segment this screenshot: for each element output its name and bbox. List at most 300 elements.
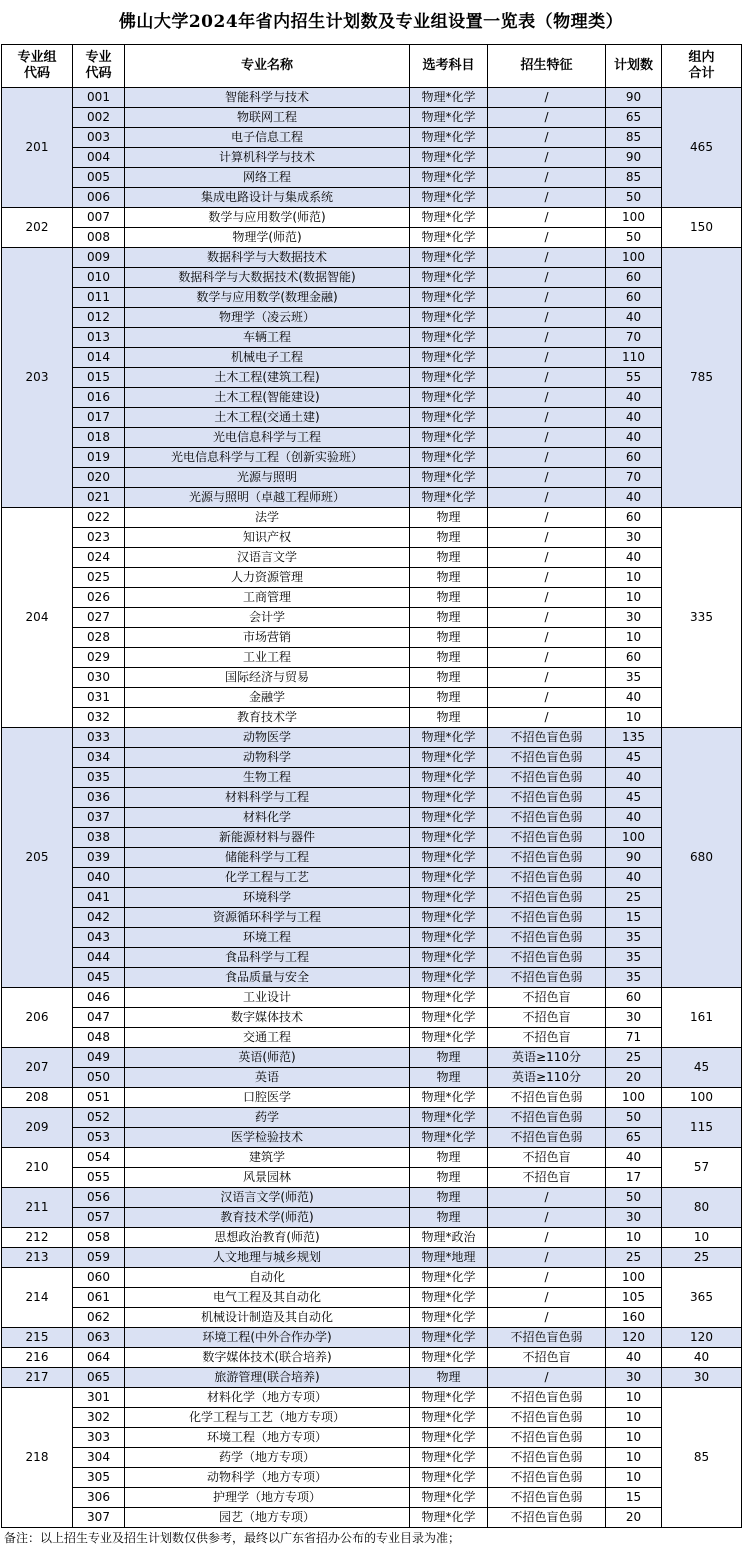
major-code-cell: 030 bbox=[73, 668, 125, 688]
major-name-cell: 医学检验技术 bbox=[125, 1128, 410, 1148]
plan-cell: 40 bbox=[606, 388, 662, 408]
table-row bbox=[2, 108, 742, 128]
table-row bbox=[2, 448, 742, 468]
subjects-cell: 物理*化学 bbox=[410, 188, 488, 208]
major-code-cell: 022 bbox=[73, 508, 125, 528]
major-name-cell: 光源与照明 bbox=[125, 468, 410, 488]
plan-cell: 40 bbox=[606, 308, 662, 328]
major-code-cell: 065 bbox=[73, 1368, 125, 1388]
major-code-cell: 307 bbox=[73, 1508, 125, 1528]
major-code-cell: 008 bbox=[73, 228, 125, 248]
feature-cell: / bbox=[488, 1228, 606, 1248]
plan-cell: 60 bbox=[606, 268, 662, 288]
feature-cell: 不招色盲色弱 bbox=[488, 1508, 606, 1528]
plan-cell: 15 bbox=[606, 908, 662, 928]
feature-cell: / bbox=[488, 1308, 606, 1328]
major-code-cell: 019 bbox=[73, 448, 125, 468]
subjects-cell: 物理*化学 bbox=[410, 1428, 488, 1448]
table-row bbox=[2, 888, 742, 908]
subjects-cell: 物理 bbox=[410, 608, 488, 628]
major-code-cell: 012 bbox=[73, 308, 125, 328]
plan-cell: 40 bbox=[606, 548, 662, 568]
plan-cell: 65 bbox=[606, 1128, 662, 1148]
group-code-cell: 210 bbox=[2, 1148, 73, 1188]
subjects-cell: 物理*化学 bbox=[410, 1008, 488, 1028]
major-code-cell: 301 bbox=[73, 1388, 125, 1408]
feature-cell: 不招色盲色弱 bbox=[488, 728, 606, 748]
table-row bbox=[2, 908, 742, 928]
group-total-cell: 45 bbox=[662, 1048, 742, 1088]
group-total-cell: 100 bbox=[662, 1088, 742, 1108]
major-code-cell: 018 bbox=[73, 428, 125, 448]
subjects-cell: 物理 bbox=[410, 548, 488, 568]
subjects-cell: 物理 bbox=[410, 1368, 488, 1388]
plan-cell: 70 bbox=[606, 328, 662, 348]
table-row bbox=[2, 1228, 742, 1248]
plan-cell: 30 bbox=[606, 608, 662, 628]
table-row bbox=[2, 308, 742, 328]
table-row bbox=[2, 728, 742, 748]
group-code-cell: 203 bbox=[2, 248, 73, 508]
plan-cell: 10 bbox=[606, 1428, 662, 1448]
major-code-cell: 038 bbox=[73, 828, 125, 848]
major-name-cell: 土木工程(交通土建) bbox=[125, 408, 410, 428]
plan-cell: 85 bbox=[606, 128, 662, 148]
major-code-cell: 046 bbox=[73, 988, 125, 1008]
major-name-cell: 数学与应用数学(数理金融) bbox=[125, 288, 410, 308]
major-name-cell: 光电信息科学与工程 bbox=[125, 428, 410, 448]
subjects-cell: 物理 bbox=[410, 588, 488, 608]
table-row bbox=[2, 188, 742, 208]
major-code-cell: 305 bbox=[73, 1468, 125, 1488]
major-name-cell: 化学工程与工艺（地方专项） bbox=[125, 1408, 410, 1428]
table-row bbox=[2, 1428, 742, 1448]
major-name-cell: 教育技术学(师范) bbox=[125, 1208, 410, 1228]
table-row bbox=[2, 868, 742, 888]
plan-cell: 30 bbox=[606, 528, 662, 548]
major-name-cell: 材料化学 bbox=[125, 808, 410, 828]
major-code-cell: 056 bbox=[73, 1188, 125, 1208]
table-row bbox=[2, 1468, 742, 1488]
table-row bbox=[2, 1328, 742, 1348]
table-row bbox=[2, 428, 742, 448]
feature-cell: / bbox=[488, 408, 606, 428]
major-code-cell: 031 bbox=[73, 688, 125, 708]
plan-cell: 90 bbox=[606, 88, 662, 108]
subjects-cell: 物理*化学 bbox=[410, 908, 488, 928]
major-name-cell: 汉语言文学(师范) bbox=[125, 1188, 410, 1208]
major-code-cell: 040 bbox=[73, 868, 125, 888]
major-name-cell: 化学工程与工艺 bbox=[125, 868, 410, 888]
table-row bbox=[2, 1448, 742, 1468]
subjects-cell: 物理*化学 bbox=[410, 1088, 488, 1108]
group-total-cell: 335 bbox=[662, 508, 742, 728]
feature-cell: 不招色盲色弱 bbox=[488, 888, 606, 908]
table-row bbox=[2, 1108, 742, 1128]
subjects-cell: 物理*化学 bbox=[410, 1488, 488, 1508]
subjects-cell: 物理*政治 bbox=[410, 1228, 488, 1248]
group-total-cell: 85 bbox=[662, 1388, 742, 1528]
feature-cell: 不招色盲色弱 bbox=[488, 748, 606, 768]
major-name-cell: 动物科学 bbox=[125, 748, 410, 768]
subjects-cell: 物理*化学 bbox=[410, 1328, 488, 1348]
subjects-cell: 物理*化学 bbox=[410, 1308, 488, 1328]
major-name-cell: 环境工程（地方专项） bbox=[125, 1428, 410, 1448]
major-name-cell: 建筑学 bbox=[125, 1148, 410, 1168]
major-code-cell: 054 bbox=[73, 1148, 125, 1168]
header-major-name: 专业名称 bbox=[125, 45, 410, 88]
group-total-cell: 57 bbox=[662, 1148, 742, 1188]
table-row bbox=[2, 228, 742, 248]
group-code-cell: 213 bbox=[2, 1248, 73, 1268]
table-row bbox=[2, 1188, 742, 1208]
group-code-cell: 208 bbox=[2, 1088, 73, 1108]
major-code-cell: 063 bbox=[73, 1328, 125, 1348]
major-name-cell: 物联网工程 bbox=[125, 108, 410, 128]
table-row bbox=[2, 848, 742, 868]
major-name-cell: 食品科学与工程 bbox=[125, 948, 410, 968]
subjects-cell: 物理 bbox=[410, 688, 488, 708]
major-name-cell: 材料科学与工程 bbox=[125, 788, 410, 808]
subjects-cell: 物理*化学 bbox=[410, 748, 488, 768]
subjects-cell: 物理 bbox=[410, 1048, 488, 1068]
header-features: 招生特征 bbox=[488, 45, 606, 88]
group-code-cell: 215 bbox=[2, 1328, 73, 1348]
plan-cell: 40 bbox=[606, 1348, 662, 1368]
feature-cell: / bbox=[488, 308, 606, 328]
major-name-cell: 物理学（凌云班） bbox=[125, 308, 410, 328]
table-row bbox=[2, 148, 742, 168]
feature-cell: 不招色盲色弱 bbox=[488, 928, 606, 948]
major-name-cell: 风景园林 bbox=[125, 1168, 410, 1188]
subjects-cell: 物理*化学 bbox=[410, 428, 488, 448]
subjects-cell: 物理*化学 bbox=[410, 368, 488, 388]
table-row bbox=[2, 648, 742, 668]
table-row bbox=[2, 988, 742, 1008]
table-row bbox=[2, 1488, 742, 1508]
feature-cell: 不招色盲色弱 bbox=[488, 1448, 606, 1468]
table-row bbox=[2, 548, 742, 568]
subjects-cell: 物理*化学 bbox=[410, 288, 488, 308]
feature-cell: / bbox=[488, 128, 606, 148]
header-plan: 计划数 bbox=[606, 45, 662, 88]
major-name-cell: 护理学（地方专项） bbox=[125, 1488, 410, 1508]
plan-cell: 35 bbox=[606, 928, 662, 948]
major-code-cell: 049 bbox=[73, 1048, 125, 1068]
subjects-cell: 物理*化学 bbox=[410, 168, 488, 188]
group-total-cell: 80 bbox=[662, 1188, 742, 1228]
plan-cell: 60 bbox=[606, 508, 662, 528]
major-code-cell: 005 bbox=[73, 168, 125, 188]
feature-cell: 不招色盲色弱 bbox=[488, 868, 606, 888]
plan-table bbox=[1, 44, 742, 1528]
group-total-cell: 150 bbox=[662, 208, 742, 248]
feature-cell: / bbox=[488, 708, 606, 728]
major-name-cell: 教育技术学 bbox=[125, 708, 410, 728]
major-name-cell: 市场营销 bbox=[125, 628, 410, 648]
major-name-cell: 食品质量与安全 bbox=[125, 968, 410, 988]
feature-cell: / bbox=[488, 548, 606, 568]
major-code-cell: 053 bbox=[73, 1128, 125, 1148]
major-code-cell: 027 bbox=[73, 608, 125, 628]
feature-cell: 不招色盲色弱 bbox=[488, 808, 606, 828]
plan-cell: 20 bbox=[606, 1508, 662, 1528]
subjects-cell: 物理*化学 bbox=[410, 988, 488, 1008]
table-row bbox=[2, 1348, 742, 1368]
major-name-cell: 动物科学（地方专项） bbox=[125, 1468, 410, 1488]
major-name-cell: 药学（地方专项） bbox=[125, 1448, 410, 1468]
table-row bbox=[2, 748, 742, 768]
feature-cell: 不招色盲色弱 bbox=[488, 1488, 606, 1508]
feature-cell: 不招色盲色弱 bbox=[488, 828, 606, 848]
table-row bbox=[2, 608, 742, 628]
major-code-cell: 033 bbox=[73, 728, 125, 748]
plan-cell: 60 bbox=[606, 988, 662, 1008]
plan-cell: 50 bbox=[606, 228, 662, 248]
major-code-cell: 042 bbox=[73, 908, 125, 928]
subjects-cell: 物理*化学 bbox=[410, 968, 488, 988]
plan-cell: 85 bbox=[606, 168, 662, 188]
major-name-cell: 动物医学 bbox=[125, 728, 410, 748]
plan-cell: 40 bbox=[606, 408, 662, 428]
plan-cell: 71 bbox=[606, 1028, 662, 1048]
subjects-cell: 物理*化学 bbox=[410, 388, 488, 408]
table-row bbox=[2, 468, 742, 488]
table-row bbox=[2, 1128, 742, 1148]
group-total-cell: 465 bbox=[662, 88, 742, 208]
major-code-cell: 010 bbox=[73, 268, 125, 288]
major-name-cell: 生物工程 bbox=[125, 768, 410, 788]
major-code-cell: 014 bbox=[73, 348, 125, 368]
feature-cell: / bbox=[488, 568, 606, 588]
table-row bbox=[2, 628, 742, 648]
major-code-cell: 002 bbox=[73, 108, 125, 128]
major-code-cell: 020 bbox=[73, 468, 125, 488]
header-group-total: 组内 合计 bbox=[662, 45, 742, 88]
major-code-cell: 036 bbox=[73, 788, 125, 808]
subjects-cell: 物理*化学 bbox=[410, 148, 488, 168]
feature-cell: 不招色盲 bbox=[488, 1008, 606, 1028]
subjects-cell: 物理*化学 bbox=[410, 888, 488, 908]
subjects-cell: 物理 bbox=[410, 1148, 488, 1168]
feature-cell: 不招色盲 bbox=[488, 1168, 606, 1188]
major-name-cell: 自动化 bbox=[125, 1268, 410, 1288]
subjects-cell: 物理*化学 bbox=[410, 928, 488, 948]
table-row bbox=[2, 1148, 742, 1168]
group-total-cell: 365 bbox=[662, 1268, 742, 1328]
table-row bbox=[2, 1368, 742, 1388]
table-row bbox=[2, 508, 742, 528]
major-name-cell: 英语(师范) bbox=[125, 1048, 410, 1068]
major-code-cell: 045 bbox=[73, 968, 125, 988]
plan-cell: 35 bbox=[606, 668, 662, 688]
major-code-cell: 011 bbox=[73, 288, 125, 308]
table-row bbox=[2, 1408, 742, 1428]
plan-cell: 50 bbox=[606, 1108, 662, 1128]
subjects-cell: 物理*化学 bbox=[410, 128, 488, 148]
subjects-cell: 物理*地理 bbox=[410, 1248, 488, 1268]
table-row bbox=[2, 208, 742, 228]
header-subjects: 选考科目 bbox=[410, 45, 488, 88]
group-code-cell: 202 bbox=[2, 208, 73, 248]
major-code-cell: 303 bbox=[73, 1428, 125, 1448]
header-group-code: 专业组 代码 bbox=[2, 45, 73, 88]
feature-cell: / bbox=[488, 488, 606, 508]
major-name-cell: 会计学 bbox=[125, 608, 410, 628]
table-row bbox=[2, 368, 742, 388]
group-total-cell: 25 bbox=[662, 1248, 742, 1268]
table-row bbox=[2, 1208, 742, 1228]
group-total-cell: 10 bbox=[662, 1228, 742, 1248]
major-code-cell: 052 bbox=[73, 1108, 125, 1128]
table-row bbox=[2, 1068, 742, 1088]
major-name-cell: 工业设计 bbox=[125, 988, 410, 1008]
feature-cell: / bbox=[488, 288, 606, 308]
feature-cell: / bbox=[488, 1188, 606, 1208]
major-name-cell: 车辆工程 bbox=[125, 328, 410, 348]
feature-cell: / bbox=[488, 188, 606, 208]
plan-cell: 40 bbox=[606, 488, 662, 508]
major-name-cell: 计算机科学与技术 bbox=[125, 148, 410, 168]
plan-cell: 55 bbox=[606, 368, 662, 388]
subjects-cell: 物理*化学 bbox=[410, 768, 488, 788]
plan-cell: 90 bbox=[606, 848, 662, 868]
major-code-cell: 024 bbox=[73, 548, 125, 568]
plan-cell: 10 bbox=[606, 1448, 662, 1468]
major-name-cell: 网络工程 bbox=[125, 168, 410, 188]
feature-cell: 不招色盲色弱 bbox=[488, 1128, 606, 1148]
header-major-code: 专业 代码 bbox=[73, 45, 125, 88]
subjects-cell: 物理*化学 bbox=[410, 1508, 488, 1528]
plan-cell: 10 bbox=[606, 568, 662, 588]
major-name-cell: 数据科学与大数据技术(数据智能) bbox=[125, 268, 410, 288]
major-code-cell: 057 bbox=[73, 1208, 125, 1228]
plan-cell: 10 bbox=[606, 628, 662, 648]
major-name-cell: 口腔医学 bbox=[125, 1088, 410, 1108]
major-name-cell: 国际经济与贸易 bbox=[125, 668, 410, 688]
plan-cell: 60 bbox=[606, 448, 662, 468]
plan-cell: 10 bbox=[606, 588, 662, 608]
group-code-cell: 218 bbox=[2, 1388, 73, 1528]
major-code-cell: 304 bbox=[73, 1448, 125, 1468]
feature-cell: / bbox=[488, 108, 606, 128]
group-total-cell: 680 bbox=[662, 728, 742, 988]
major-name-cell: 电子信息工程 bbox=[125, 128, 410, 148]
major-code-cell: 009 bbox=[73, 248, 125, 268]
major-name-cell: 土木工程(建筑工程) bbox=[125, 368, 410, 388]
major-name-cell: 知识产权 bbox=[125, 528, 410, 548]
subjects-cell: 物理*化学 bbox=[410, 1408, 488, 1428]
plan-cell: 40 bbox=[606, 808, 662, 828]
feature-cell: / bbox=[488, 1368, 606, 1388]
major-name-cell: 集成电路设计与集成系统 bbox=[125, 188, 410, 208]
feature-cell: / bbox=[488, 628, 606, 648]
plan-cell: 30 bbox=[606, 1208, 662, 1228]
major-code-cell: 048 bbox=[73, 1028, 125, 1048]
plan-cell: 30 bbox=[606, 1008, 662, 1028]
subjects-cell: 物理*化学 bbox=[410, 348, 488, 368]
subjects-cell: 物理*化学 bbox=[410, 408, 488, 428]
plan-cell: 10 bbox=[606, 1408, 662, 1428]
plan-cell: 100 bbox=[606, 248, 662, 268]
major-code-cell: 059 bbox=[73, 1248, 125, 1268]
major-name-cell: 思想政治教育(师范) bbox=[125, 1228, 410, 1248]
major-code-cell: 047 bbox=[73, 1008, 125, 1028]
major-code-cell: 029 bbox=[73, 648, 125, 668]
feature-cell: 不招色盲色弱 bbox=[488, 1388, 606, 1408]
feature-cell: / bbox=[488, 248, 606, 268]
subjects-cell: 物理*化学 bbox=[410, 1348, 488, 1368]
feature-cell: 不招色盲色弱 bbox=[488, 1328, 606, 1348]
group-total-cell: 40 bbox=[662, 1348, 742, 1368]
subjects-cell: 物理 bbox=[410, 508, 488, 528]
major-name-cell: 数字媒体技术 bbox=[125, 1008, 410, 1028]
feature-cell: 不招色盲 bbox=[488, 1348, 606, 1368]
major-code-cell: 001 bbox=[73, 88, 125, 108]
group-code-cell: 209 bbox=[2, 1108, 73, 1148]
plan-cell: 40 bbox=[606, 768, 662, 788]
feature-cell: 不招色盲 bbox=[488, 988, 606, 1008]
table-row bbox=[2, 768, 742, 788]
feature-cell: / bbox=[488, 668, 606, 688]
table-row bbox=[2, 488, 742, 508]
major-name-cell: 汉语言文学 bbox=[125, 548, 410, 568]
subjects-cell: 物理 bbox=[410, 568, 488, 588]
feature-cell: 不招色盲色弱 bbox=[488, 1088, 606, 1108]
subjects-cell: 物理*化学 bbox=[410, 488, 488, 508]
plan-cell: 40 bbox=[606, 688, 662, 708]
plan-cell: 110 bbox=[606, 348, 662, 368]
subjects-cell: 物理*化学 bbox=[410, 1128, 488, 1148]
major-code-cell: 302 bbox=[73, 1408, 125, 1428]
feature-cell: 不招色盲色弱 bbox=[488, 968, 606, 988]
plan-cell: 60 bbox=[606, 648, 662, 668]
subjects-cell: 物理 bbox=[410, 628, 488, 648]
subjects-cell: 物理 bbox=[410, 648, 488, 668]
major-code-cell: 037 bbox=[73, 808, 125, 828]
plan-cell: 10 bbox=[606, 1468, 662, 1488]
major-code-cell: 004 bbox=[73, 148, 125, 168]
major-name-cell: 英语 bbox=[125, 1068, 410, 1088]
major-code-cell: 026 bbox=[73, 588, 125, 608]
major-name-cell: 机械设计制造及其自动化 bbox=[125, 1308, 410, 1328]
feature-cell: / bbox=[488, 348, 606, 368]
feature-cell: 不招色盲色弱 bbox=[488, 1408, 606, 1428]
plan-cell: 100 bbox=[606, 1088, 662, 1108]
major-code-cell: 060 bbox=[73, 1268, 125, 1288]
major-code-cell: 006 bbox=[73, 188, 125, 208]
table-row bbox=[2, 568, 742, 588]
plan-cell: 25 bbox=[606, 1048, 662, 1068]
plan-cell: 35 bbox=[606, 968, 662, 988]
plan-cell: 25 bbox=[606, 888, 662, 908]
major-name-cell: 光电信息科学与工程（创新实验班） bbox=[125, 448, 410, 468]
page-title: 佛山大学2024年省内招生计划数及专业组设置一览表（物理类） bbox=[118, 12, 624, 32]
feature-cell: / bbox=[488, 388, 606, 408]
plan-cell: 160 bbox=[606, 1308, 662, 1328]
group-code-cell: 206 bbox=[2, 988, 73, 1048]
feature-cell: 不招色盲色弱 bbox=[488, 1108, 606, 1128]
major-code-cell: 021 bbox=[73, 488, 125, 508]
subjects-cell: 物理*化学 bbox=[410, 1108, 488, 1128]
table-body bbox=[2, 88, 742, 1528]
table-row bbox=[2, 1168, 742, 1188]
plan-cell: 15 bbox=[606, 1488, 662, 1508]
major-code-cell: 028 bbox=[73, 628, 125, 648]
table-row bbox=[2, 1388, 742, 1408]
plan-cell: 10 bbox=[606, 1228, 662, 1248]
major-name-cell: 法学 bbox=[125, 508, 410, 528]
